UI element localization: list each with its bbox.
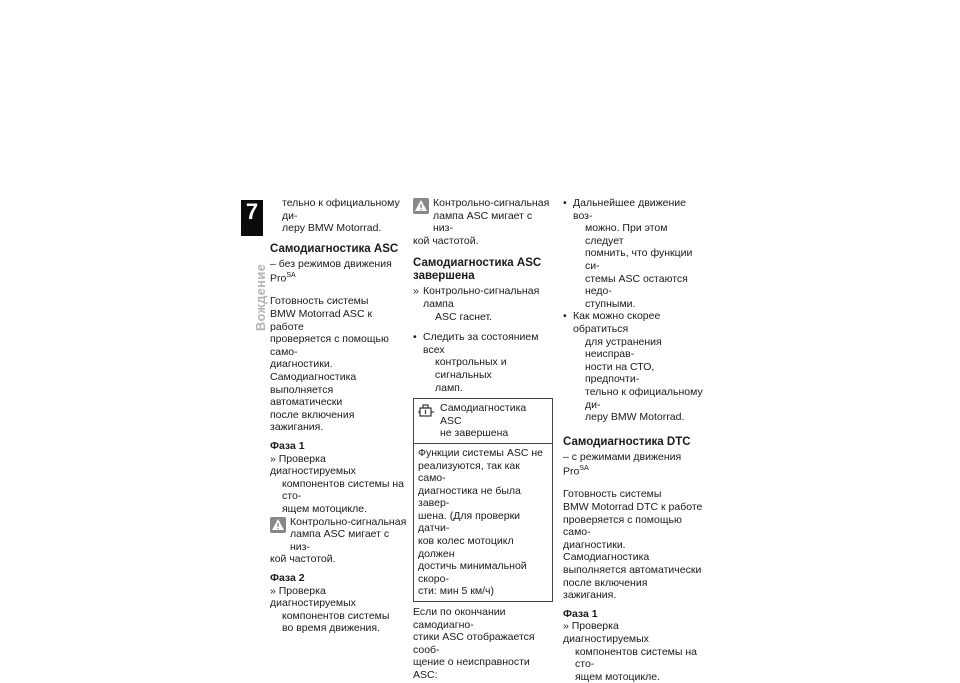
text-line: ков колес мотоцикл должен: [418, 535, 514, 560]
text-line: шена. (Для проверки датчи-: [418, 509, 521, 535]
list-item: • Следить за состоянием всех контрольных и сигнальных ламп.: [413, 331, 539, 394]
text-line: компонентов системы на сто-: [282, 477, 404, 503]
text-line: компонентов системы: [282, 609, 390, 622]
phase-heading: Фаза 1: [270, 440, 305, 452]
text-line: диагностика не была завер-: [418, 484, 521, 510]
text-line: ящем мотоцикле.: [575, 670, 661, 683]
warning-note: [270, 516, 408, 554]
text-line: компонентов системы на сто-: [575, 645, 697, 671]
phase-heading: Фаза 2: [270, 571, 305, 584]
text-line: сти: мин 5 км/ч): [418, 585, 495, 598]
text-line: щение о неисправности ASC:: [413, 656, 530, 681]
text-line: достичь минимальной скоро-: [418, 560, 527, 585]
notice-box: [413, 398, 553, 602]
column-2: [413, 197, 553, 682]
text-line: леру BMW Motorrad.: [282, 222, 382, 235]
text-line: Если по окончании самодиагно-: [413, 606, 506, 631]
warning-note: [413, 197, 553, 235]
text-line: кой частотой.: [413, 234, 479, 247]
text-line: выполняется автоматически: [270, 383, 343, 409]
text-line: кой частотой.: [270, 553, 336, 566]
engine-icon: [418, 404, 434, 418]
asc-warning-lamp-icon: [413, 198, 429, 214]
list-item: » Контрольно-сигнальная лампа ASC гаснет.: [413, 285, 540, 323]
asc-warning-lamp-icon: [270, 517, 286, 533]
page-number: 158: [240, 225, 259, 237]
text-line: лампа ASC мигает с низ-: [290, 528, 390, 553]
section-subtitle: – без режимов движения Pro$^{SA}$: [270, 257, 392, 285]
text-line: стики ASC отображается сооб-: [413, 631, 535, 656]
text-line: » Проверка диагностируемых: [270, 584, 356, 610]
text-line: тельно к официальному ди-: [282, 197, 400, 222]
section-heading-dtc: Самодиагностика DTC: [563, 435, 691, 448]
text-line: Контрольно-сигнальная: [433, 197, 550, 209]
text-line: ящем мотоцикле.: [282, 502, 368, 515]
text-line: Контрольно-сигнальная: [290, 515, 407, 528]
notice-title: Самодиагностика ASC: [440, 402, 527, 427]
text-line: выполняется автоматически: [563, 563, 702, 576]
text-line: после включения зажигания.: [270, 408, 355, 434]
chapter-title: Вождение: [253, 263, 269, 332]
text-line: диагностики. Самодиагностика: [563, 538, 650, 564]
text-line: диагностики. Самодиагностика: [270, 358, 357, 384]
text-line: BMW Motorrad ASC к работе: [270, 308, 373, 333]
text-line: » Проверка диагностируемых: [270, 452, 356, 478]
section-heading-asc-complete: Самодиагностика ASC завершена: [413, 257, 542, 283]
column-3: [563, 197, 703, 683]
text-line: реализуются, так как само-: [418, 459, 520, 485]
text-line: » Проверка диагностируемых: [563, 620, 649, 645]
section-heading-asc: Самодиагностика ASC: [270, 242, 399, 255]
column-1: [270, 197, 408, 635]
chapter-number: 7: [245, 199, 259, 224]
text-line: Готовность системы: [563, 488, 662, 501]
list-item: • Дальнейшее движение воз- можно. При этом следует помнить, что функции си- стемы ASC остаются недо- ступными.: [563, 197, 693, 310]
notice-title: не завершена: [440, 427, 509, 440]
text-line: проверяется с помощью само-: [270, 333, 389, 358]
text-line: Функции системы ASC не: [418, 446, 544, 459]
phase-heading: Фаза 1: [563, 607, 598, 620]
list-item: • Как можно скорее обратиться для устранения неисправ- ности на СТО, предпочти- тельно к официальному ди- леру BMW Motorrad.: [563, 310, 703, 424]
text-line: лампа ASC мигает с низ-: [433, 209, 533, 235]
text-line: проверяется с помощью само-: [563, 513, 682, 539]
section-subtitle: – с режимами движения Pro$^{SA}$: [563, 450, 682, 478]
text-line: во время движения.: [282, 622, 380, 635]
text-line: Готовность системы: [270, 295, 369, 308]
text-line: после включения зажигания.: [563, 576, 648, 602]
text-line: BMW Motorrad DTC к работе: [563, 500, 703, 513]
